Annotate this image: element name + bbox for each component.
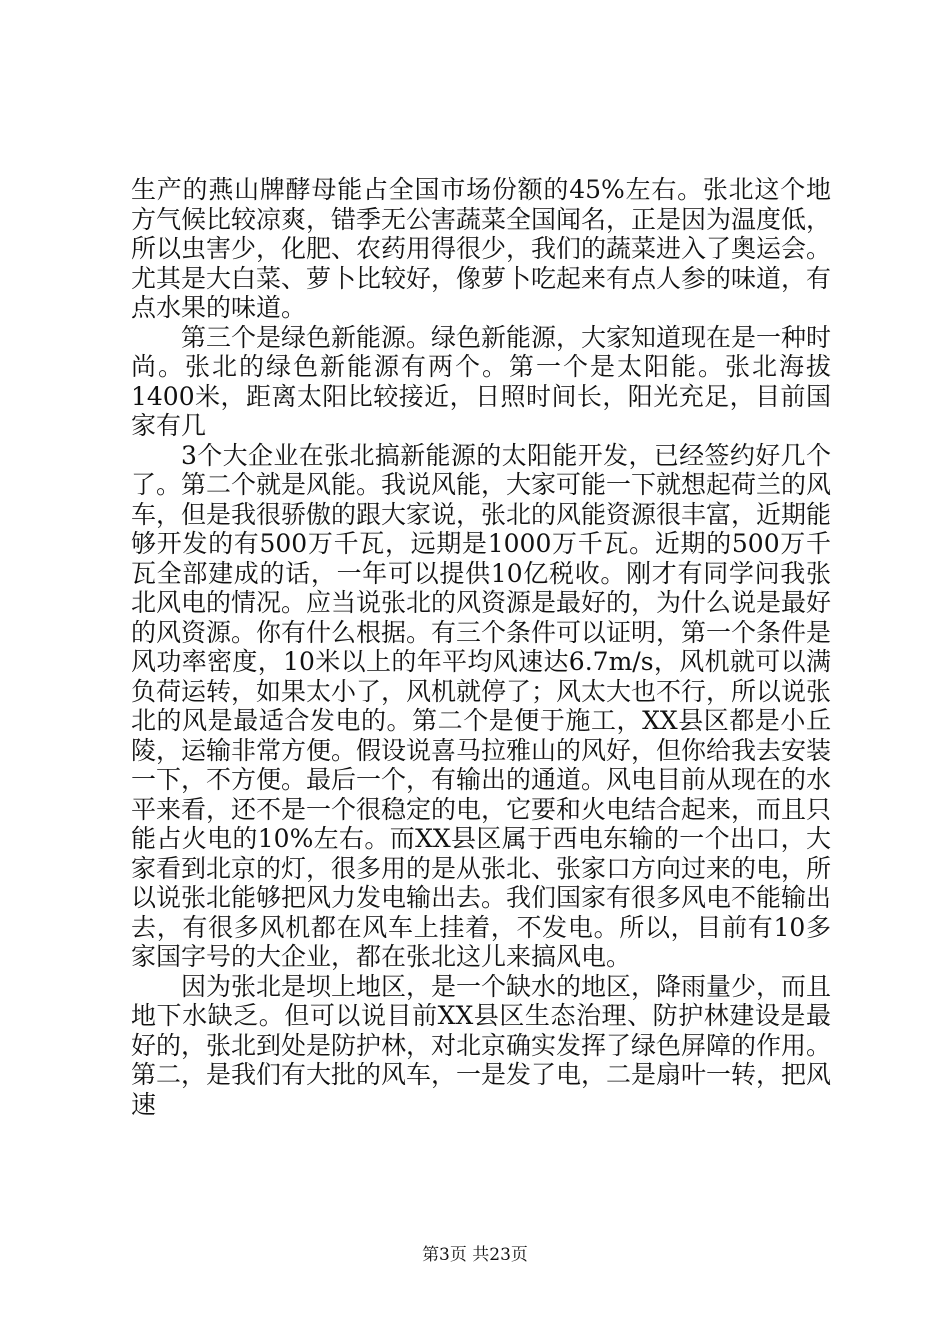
paragraph-4: 因为张北是坝上地区，是一个缺水的地区，降雨量少，而且地下水缺乏。但可以说目前XX县区生态治理、防护林建设是最好的，张北到处是防护林，对北京确实发挥了绿色屏障的作用。第二，是我们有大批的风车，一是发了电，二是扇叶一转，把风速 — [131, 971, 832, 1119]
page-footer: 第3页 共23页 — [422, 1245, 528, 1265]
paragraph-3: 3个大企业在张北搞新能源的太阳能开发，已经签约好几个了。第二个就是风能。我说风能，大家可能一下就想起荷兰的风车，但是我很骄傲的跟大家说，张北的风能资源很丰富，近期能够开发的有500万千瓦，远期是1000万千瓦。近期的500万千瓦全部建成的话，一年可以提供10亿税收。刚才有同学问我张北风电的情况。应当说张北的风资源是最好的，为什么说是最好的风资源。你有什么根据。有三个条件可以证明，第一个条件是风功率密度，10米以上的年平均风速达6.7m/s，风机就可以满负荷运转，如果太小了，风机就停了；风太大也不行，所以说张北的风是最适合发电的。第二个是便于施工，XX县区都是小丘陵，运输非常方便。假设说喜马拉雅山的风好，但你给我去安装一下，不方便。最后一个，有输出的通道。风电目前从现在的水平来看，还不是一个很稳定的电，它要和火电结合起来，而且只能占火电的10%左右。而XX县区属于西电东输的一个出口，大家看到北京的灯，很多用的是从张北、张家口方向过来的电，所以说张北能够把风力发电输出去。我们国家有很多风电不能输出去，有很多风机都在风车上挂着，不发电。所以，目前有10多家国字号的大企业，都在张北这儿来搞风电。 — [131, 440, 832, 971]
paragraph-1: 生产的燕山牌酵母能占全国市场份额的45%左右。张北这个地方气候比较凉爽，错季无公害蔬菜全国闻名，正是因为温度低，所以虫害少，化肥、农药用得很少，我们的蔬菜进入了奥运会。尤其是大白菜、萝卜比较好，像萝卜吃起来有点人参的味道，有点水果的味道。 — [131, 175, 832, 322]
paragraph-2: 第三个是绿色新能源。绿色新能源，大家知道现在是一种时尚。张北的绿色新能源有两个。第一个是太阳能。张北海拔1400米，距离太阳比较接近，日照时间长，阳光充足，目前国家有几 — [131, 322, 832, 440]
body-text — [131, 175, 831, 1119]
